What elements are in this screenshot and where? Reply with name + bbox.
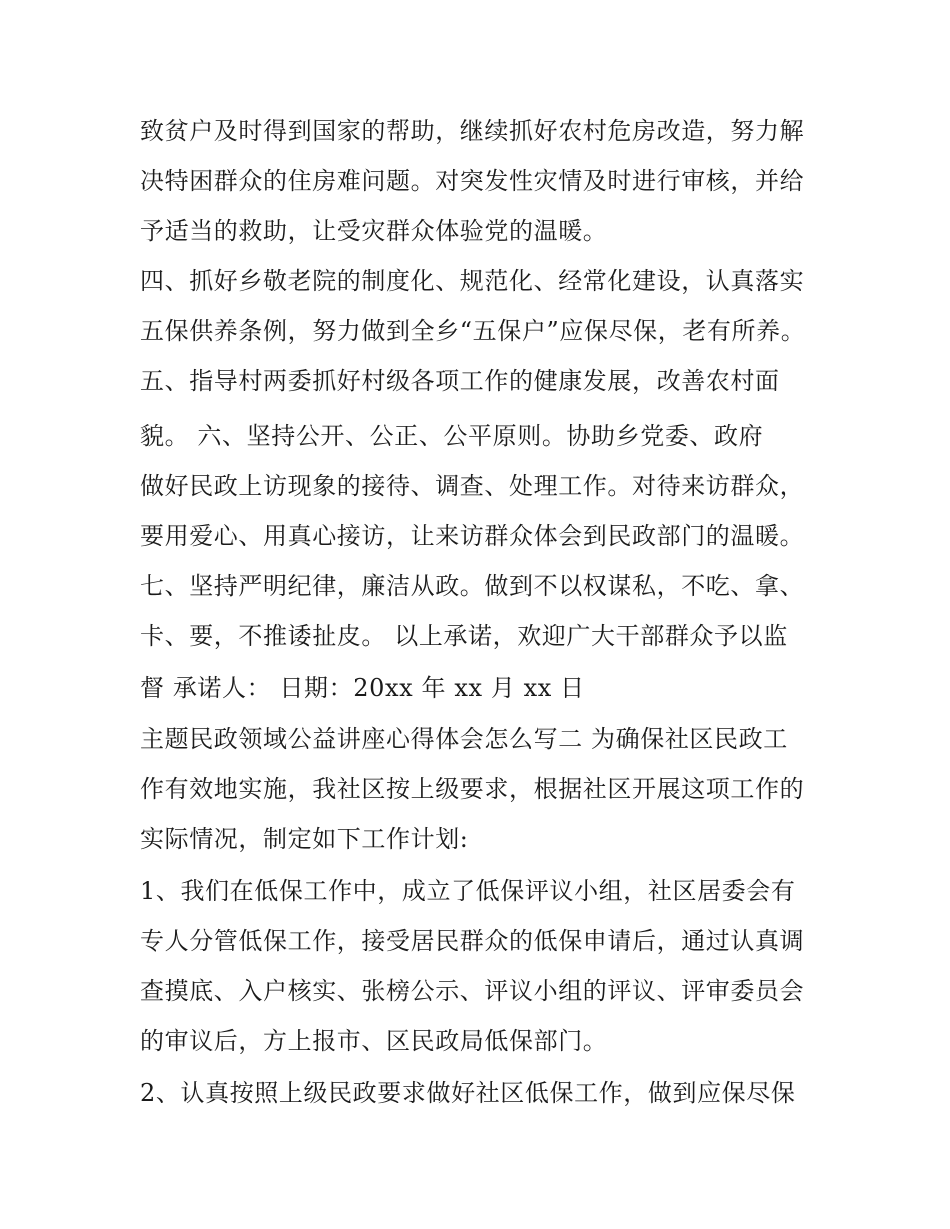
text-line: 专人分管低保工作，接受居民群众的低保申请后，通过认真调 — [140, 927, 805, 955]
text-line: 主题民政领域公益讲座心得体会怎么写二 为确保社区民政工 — [140, 725, 788, 753]
text-line: 做好民政上访现象的接待、调查、处理工作。对待来访群众， — [140, 472, 805, 500]
text-line: 要用爱心、用真心接访，让来访群众体会到民政部门的温暖。 — [140, 522, 805, 550]
text-line: 卡、要，不推诿扯皮。 以上承诺，欢迎广大干部群众予以监 — [140, 622, 788, 650]
text-line: 作有效地实施，我社区按上级要求，根据社区开展这项工作的 — [140, 775, 805, 803]
text-line: 四、抓好乡敬老院的制度化、规范化、经常化建设，认真落实 — [140, 267, 805, 295]
text-line: 予适当的救助，让受灾群众体验党的温暖。 — [140, 217, 608, 245]
text-line: 致贫户及时得到国家的帮助，继续抓好农村危房改造，努力解 — [140, 117, 805, 145]
text-line: 决特困群众的住房难问题。对突发性灾情及时进行审核，并给 — [140, 167, 805, 195]
text-line: 七、坚持严明纪律，廉洁从政。做到不以权谋私，不吃、拿、 — [140, 572, 805, 600]
text-line: 五保供养条例，努力做到全乡“五保户”应保尽保，老有所养。 — [140, 317, 806, 345]
text-line: 督 承诺人： 日期：20xx 年 xx 月 xx 日 — [140, 674, 585, 702]
text-line: 查摸底、入户核实、张榜公示、评议小组的评议、评审委员会 — [140, 977, 805, 1005]
text-line: 2、认真按照上级民政要求做好社区低保工作，做到应保尽保 — [140, 1079, 796, 1107]
text-line: 貌。 六、坚持公开、公正、公平原则。协助乡党委、政府 — [140, 422, 764, 450]
text-line: 1、我们在低保工作中，成立了低保评议小组，社区居委会有 — [140, 877, 796, 905]
text-line: 实际情况，制定如下工作计划: — [140, 825, 469, 853]
text-line: 的审议后，方上报市、区民政局低保部门。 — [140, 1027, 608, 1055]
text-line: 五、指导村两委抓好村级各项工作的健康发展，改善农村面 — [140, 367, 780, 395]
